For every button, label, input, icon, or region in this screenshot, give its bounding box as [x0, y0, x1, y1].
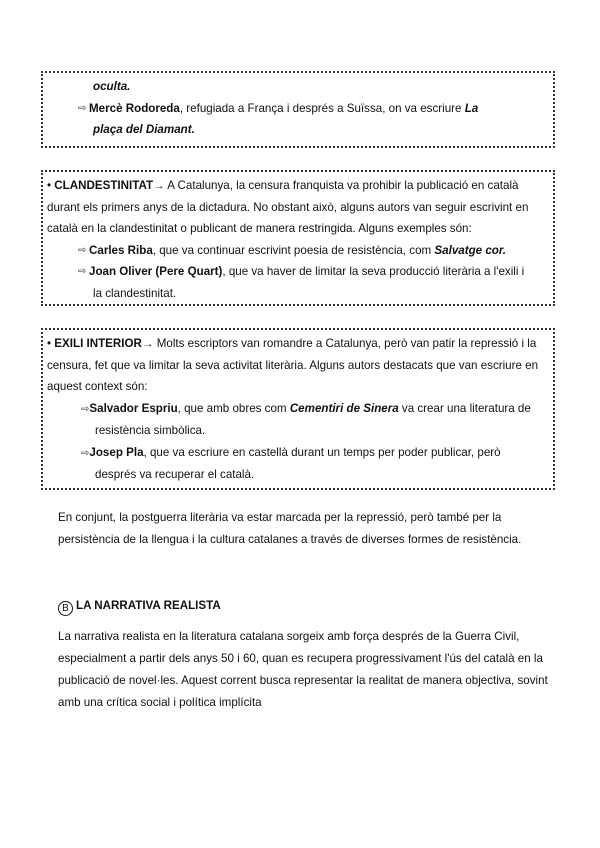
exili-interior-box: [41, 328, 555, 490]
box3-item-pla-cont: [47, 464, 549, 486]
box2-intro: [47, 175, 549, 240]
circled-letter-icon: B: [58, 601, 73, 616]
arrow-icon: →: [153, 179, 165, 192]
author-name: Salvador Espriu: [89, 401, 178, 415]
clandestinitat-box: [41, 170, 555, 306]
item-text: , que va continuar escrivint poesia de resistència, com: [152, 243, 435, 257]
author-name: Joan Oliver (Pere Quart): [89, 265, 223, 278]
box2-item-oliver-cont: [47, 283, 549, 305]
box3-item-pla: [47, 442, 549, 465]
item-text: , que amb obres com: [177, 401, 290, 415]
item-text: , refugiada a França i després a Suïssa, on va escriure: [179, 101, 465, 115]
work-title: La: [464, 101, 479, 115]
box3-intro: [47, 333, 549, 398]
arrow-right-icon: ⇨: [78, 244, 87, 256]
item-text-cont: la clandestinitat.: [93, 286, 177, 300]
box1-tail-bold: oculta.: [93, 80, 131, 93]
item-text-after: va crear una literatura de: [398, 401, 531, 415]
box2-item-oliver: [47, 261, 549, 283]
work-title: Salvatge cor.: [434, 243, 506, 257]
box3-item-espriu: [47, 398, 549, 421]
arrow-right-icon: ⇨: [78, 266, 87, 277]
section-heading: [58, 595, 558, 617]
box3-item-espriu-cont: [47, 420, 549, 442]
bullet: •: [47, 337, 52, 350]
section-title: CLANDESTINITAT: [54, 179, 154, 192]
arrow-right-icon: ⇨: [78, 102, 87, 114]
author-name: Josep Pla: [89, 445, 144, 459]
intro-text: A Catalunya, la censura franquista va prohibir la publicació en català durant els primers anys de la dictadura. No obstant això, alguns autors van seguir escrivint en català en la clandestinitat o publicant de manera restringida. Alguns exemples són:: [47, 179, 529, 235]
section-heading-title: LA NARRATIVA REALISTA: [76, 599, 221, 612]
item-text: , que va haver de limitar la seva producció literària a l'exili i: [222, 265, 525, 278]
box1-item-cont: [47, 119, 549, 141]
arrow-icon: →: [141, 337, 154, 350]
bullet: •: [47, 179, 52, 192]
exile-continuation-box: [41, 71, 555, 148]
work-title: Cementiri de Sinera: [289, 401, 399, 415]
conclusion-paragraph: En conjunt, la postguerra literària va estar marcada per la repressió, però també per la persistència de la llengua i la cultura catalanes a través de diverses formes de resistència.: [58, 511, 522, 546]
box1-item-rodoreda: [47, 98, 549, 120]
intro-text: Molts escriptors van romandre a Catalunya, però van patir la repressió i la censura, fet que va limitar la seva activitat literària. Alguns autors destacats que van escriure en aquest context són:: [47, 337, 539, 393]
section-title: EXILI INTERIOR: [54, 337, 142, 350]
work-title-cont: plaça del Diamant.: [93, 123, 195, 136]
box1-tail: [47, 76, 549, 98]
item-text-cont: resistència simbòlica.: [95, 424, 206, 437]
item-text: , que va escriure en castellà durant un temps per poder publicar, però: [143, 445, 501, 459]
arrow-right-icon: ⇨: [81, 447, 90, 459]
author-name: Mercè Rodoreda: [89, 101, 180, 115]
arrow-right-icon: ⇨: [81, 403, 90, 415]
narrative-paragraph: La narrativa realista en la literatura catalana sorgeix amb força després de la Guerra Civil, especialment a partir dels anys 50 i 60, quan es recupera progressivament l'ús del català en la publicació de novel·les. Aquest corrent busca representar la realitat de manera objectiva, sovint amb una crítica social i política implícita: [58, 630, 548, 709]
box2-item-riba: [47, 240, 549, 262]
item-text-cont: després va recuperar el català.: [95, 468, 255, 481]
author-name: Carles Riba: [89, 243, 153, 257]
